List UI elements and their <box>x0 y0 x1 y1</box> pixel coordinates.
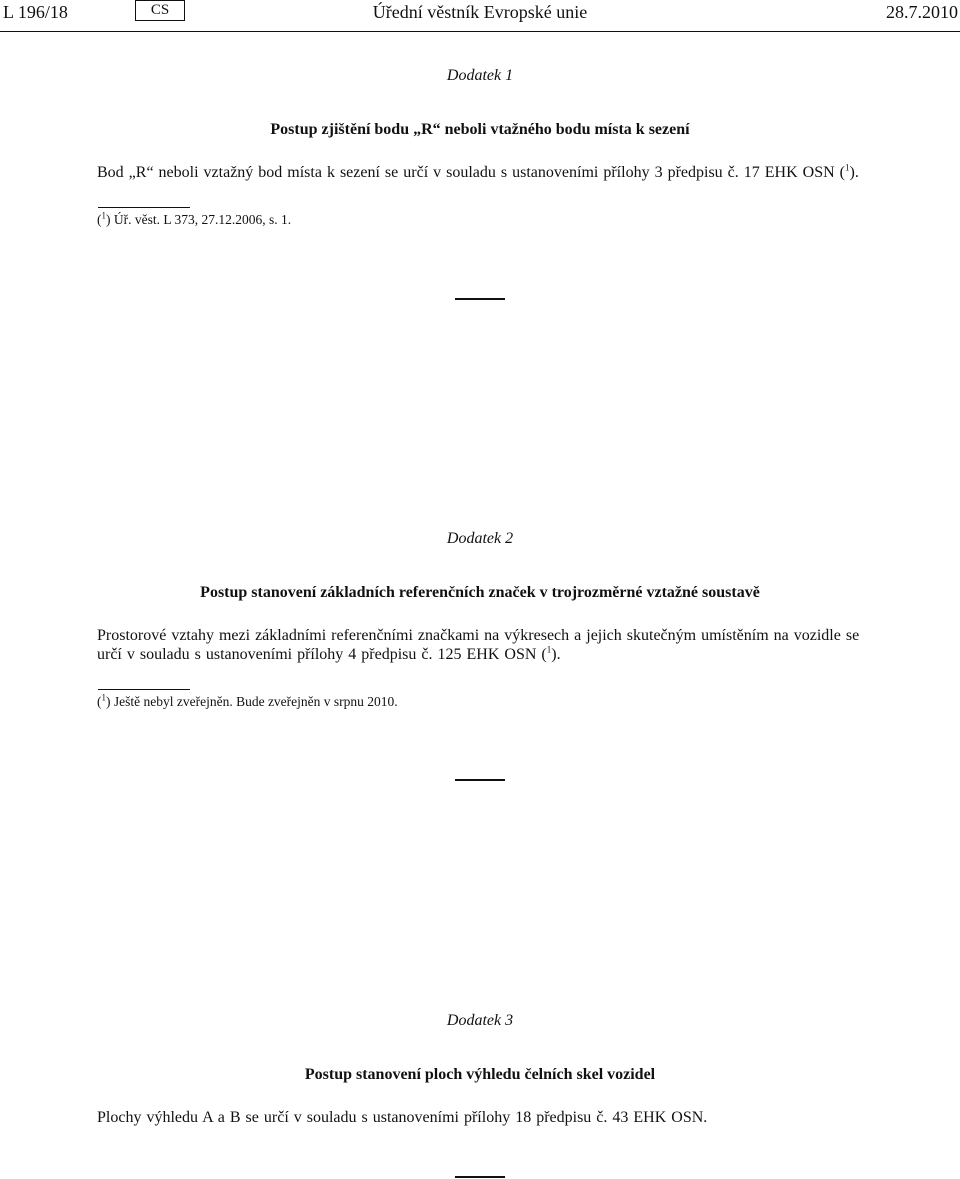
appendix-2-footnote-rule <box>98 689 190 690</box>
appendix-3-title: Postup stanovení ploch výhledu čelních skel vozidel <box>304 1066 656 1083</box>
section-separator-2 <box>455 779 505 781</box>
appendix-1-footnote <box>97 212 291 228</box>
appendix-2-title: Postup stanovení základních referenčních značek v trojrozměrné vztažné soustavě <box>200 584 760 601</box>
page-reference: L 196/18 <box>3 2 68 22</box>
journal-title: Úřední věstník Evropské unie <box>372 2 588 22</box>
appendix-3-label: Dodatek 3 <box>446 1012 514 1029</box>
header-rule <box>0 31 960 32</box>
appendix-1-footnote-ref[interactable]: 1 <box>844 162 850 173</box>
appendix-3-paragraph: Plochy výhledu A a B se určí v souladu s ustanoveními přílohy 18 předpisu č. 43 EHK OSN. <box>97 1109 708 1126</box>
appendix-1-footnote-open: ( <box>97 212 102 227</box>
language-code-box: CS <box>135 0 185 21</box>
appendix-1-text: Bod „R“ neboli vztažný bod místa k sezení se určí v souladu s ustanoveními přílohy 3 předpisu č. 17 EHK OSN ( <box>97 164 845 181</box>
appendix-1-footnote-mark: 1 <box>101 210 106 221</box>
page-header <box>0 0 960 33</box>
appendix-2-footnote-ref[interactable]: 1 <box>546 644 552 655</box>
appendix-2-footnote-text: ) Ještě nebyl zveřejněn. Bude zveřejněn v srpnu 2010. <box>106 694 398 709</box>
appendix-2-footnote-mark: 1 <box>101 692 106 703</box>
appendix-2-text-end: ). <box>551 646 561 663</box>
appendix-1-label: Dodatek 1 <box>446 67 514 84</box>
section-separator-3 <box>455 1176 505 1178</box>
appendix-1-footnote-text: ) Úř. věst. L 373, 27.12.2006, s. 1. <box>106 212 292 227</box>
section-separator-1 <box>455 298 505 300</box>
appendix-2-label: Dodatek 2 <box>446 530 514 547</box>
appendix-1-footnote-rule <box>98 207 190 208</box>
appendix-2-footnote <box>97 694 398 710</box>
appendix-1-text-end: ). <box>849 164 859 181</box>
appendix-1-paragraph <box>97 163 867 182</box>
appendix-1-title: Postup zjištění bodu „R“ neboli vtažného bodu místa k sezení <box>270 121 690 138</box>
appendix-2-footnote-open: ( <box>97 694 102 709</box>
appendix-2-text: Prostorové vztahy mezi základními referenčními značkami na výkresech a jejich skutečným umístěním na vozidle se určí v souladu s ustanoveními přílohy 4 předpisu č. 125 EHK OSN ( <box>97 627 860 663</box>
publication-date: 28.7.2010 <box>886 2 958 22</box>
appendix-2-paragraph <box>97 626 867 664</box>
